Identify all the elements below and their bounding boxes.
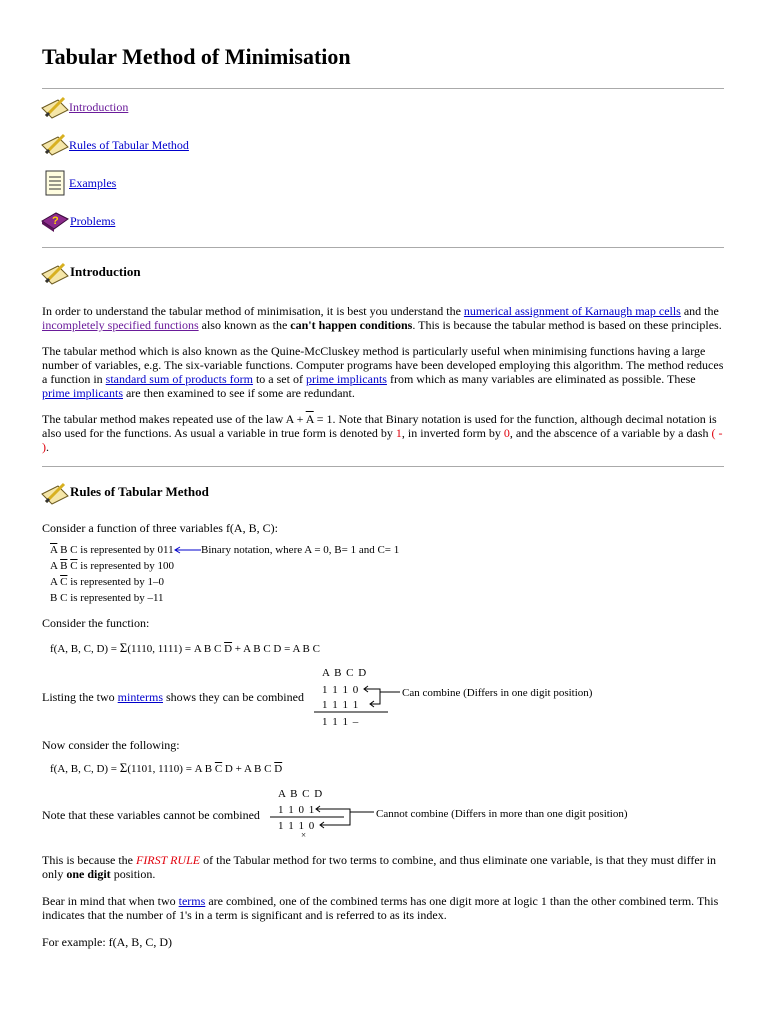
cannot-combine-label: Note that these variables cannot be combined bbox=[42, 808, 260, 822]
link-prime-implicants[interactable]: prime implicants bbox=[305, 372, 387, 386]
intro-paragraph-3: The tabular method makes repeated use of the law $A + \overline{A} = 1$. Note that Binary notation is used for the function, although decimal notation is also used for the functions. As usual a variable in true form is denoted by 1, in inverted form by 0, and the abscence of a variable by a dash ( - ). bbox=[42, 412, 723, 454]
section-heading-introduction: Introduction bbox=[70, 264, 141, 279]
link-prime-implicants-2[interactable]: prime implicants bbox=[42, 386, 123, 400]
listing-text: Listing the two minterms shows they can be combined bbox=[42, 690, 304, 704]
section-heading-rules: Rules of Tabular Method bbox=[70, 484, 209, 499]
bear-in-mind-paragraph: Bear in mind that when two terms are combined, one of the combined terms has one digit more at logic 1 than the other combined term. This indicates that the number of 1's in a term is significant and is referred to as its index. bbox=[42, 894, 719, 922]
link-terms[interactable]: terms bbox=[178, 894, 206, 908]
link-minterms[interactable]: minterms bbox=[117, 690, 163, 704]
repr-line-3: A $\overline{C}$ is represented by 1–0 bbox=[50, 576, 164, 588]
nav-link-problems[interactable]: Problems bbox=[70, 214, 116, 228]
table2-header: A B C D bbox=[278, 788, 324, 800]
table1-row-1: 1 1 1 0 bbox=[322, 684, 360, 696]
nav-item-examples[interactable] bbox=[40, 170, 140, 198]
nav-item-problems[interactable] bbox=[40, 207, 140, 235]
function-2: f(A, B, C, D) = Σ(1101, 1110) = A B $\overline{C}$ D + A B C $\overline{D}$ bbox=[50, 760, 283, 775]
pencil-paper-icon bbox=[40, 482, 70, 506]
table1-row-2: 1 1 1 1 bbox=[322, 699, 360, 711]
cross-mark: × bbox=[301, 830, 307, 840]
link-incompletely-specified[interactable]: incompletely specified functions bbox=[42, 318, 199, 332]
rules-consider-three: Consider a function of three variables f(A, B, C): bbox=[42, 521, 278, 535]
nav-link-rules[interactable]: Rules of Tabular Method bbox=[69, 138, 189, 152]
nav-link-introduction[interactable]: Introduction bbox=[69, 100, 129, 114]
link-standard-sop[interactable]: standard sum of products form bbox=[105, 372, 253, 386]
page-title: Tabular Method of Minimisation bbox=[42, 44, 351, 69]
table1-row-3: 1 1 1 – bbox=[322, 716, 360, 728]
pencil-paper-icon bbox=[40, 133, 70, 157]
repr-line-1: $\overline{A}$ B C is represented by 011 bbox=[50, 544, 174, 556]
table2-row-1: 1 1 0 1 bbox=[278, 804, 316, 816]
divider bbox=[42, 247, 724, 248]
can-combine-note: Can combine (Differs in one digit position) bbox=[402, 687, 593, 699]
now-consider-label: Now consider the following: bbox=[42, 738, 180, 752]
intro-paragraph-2: The tabular method which is also known as the Quine-McCluskey method is particularly useful when minimising functions having a large number of variables, e.g. The six-variable functions. Computer programs have been developed employing this algorithm. The method reduces a function in standard sum of products form to a set of prime implicants from which as many variables are eliminated as possible. These prime implicants are then examined to see if some are redundant. bbox=[42, 344, 724, 400]
link-karnaugh-cells[interactable]: numerical assignment of Karnaugh map cells bbox=[463, 304, 681, 318]
nav-item-introduction[interactable] bbox=[40, 96, 150, 122]
arrow-left-icon bbox=[173, 546, 203, 556]
binary-notation-note: Binary notation, where A = 0, B= 1 and C= 1 bbox=[201, 544, 400, 556]
nav-link-examples[interactable]: Examples bbox=[69, 176, 117, 190]
repr-line-2: A $\overline{B}$ $\overline{C}$ is represented by 100 bbox=[50, 560, 175, 572]
combine-bracket bbox=[312, 684, 412, 724]
consider-function-label: Consider the function: bbox=[42, 616, 150, 630]
repr-line-4: B C is represented by –11 bbox=[50, 592, 164, 604]
pencil-paper-icon bbox=[40, 96, 70, 120]
question-book-icon bbox=[40, 207, 70, 233]
intro-paragraph-1: In order to understand the tabular method of minimisation, it is best you understand the numerical assignment of Karnaugh map cells and the incompletely specified functions also known as the can't happen conditions. This is because the tabular method is based on these principles. bbox=[42, 304, 722, 332]
function-1: f(A, B, C, D) = Σ(1110, 1111) = A B C $\overline{D} + A$ B C D = A B C bbox=[50, 640, 320, 655]
pencil-paper-icon bbox=[40, 262, 70, 286]
nav-item-rules[interactable] bbox=[40, 133, 200, 159]
for-example-label: For example: f(A, B, C, D) bbox=[42, 935, 172, 949]
table2-row-2: 1 1 1 0 bbox=[278, 820, 316, 832]
divider bbox=[42, 88, 724, 89]
table1-header: A B C D bbox=[322, 667, 368, 679]
divider bbox=[42, 466, 724, 467]
svg-text:?: ? bbox=[52, 215, 59, 227]
cannot-combine-bracket bbox=[268, 804, 378, 844]
cannot-combine-note: Cannot combine (Differs in more than one digit position) bbox=[376, 808, 628, 820]
first-rule-paragraph: This is because the FIRST RULE of the Tabular method for two terms to combine, and thus eliminate one variable, is that they must differ in only one digit position. bbox=[42, 853, 717, 881]
document-icon bbox=[44, 170, 70, 198]
